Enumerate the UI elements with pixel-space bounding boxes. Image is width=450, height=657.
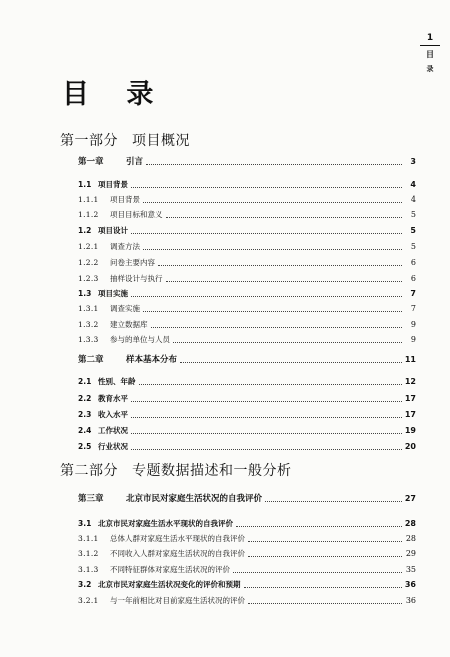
part-title: 项目概况 bbox=[132, 133, 190, 149]
leader-dots bbox=[143, 248, 402, 250]
toc-number: 2.2 bbox=[78, 394, 92, 403]
toc-page: 11 bbox=[404, 355, 416, 364]
toc-number: 1.2.2 bbox=[78, 258, 99, 267]
leader-dots bbox=[131, 400, 402, 402]
section-label-2: 录 bbox=[426, 65, 434, 73]
toc-title: 总体人群对家庭生活水平现状的自我评价 bbox=[110, 534, 245, 543]
toc-title: 项目背景 bbox=[110, 195, 140, 204]
part-label: 第二部分 bbox=[60, 463, 118, 479]
leader-dots bbox=[151, 326, 403, 328]
toc-title: 与一年前相比对目前家庭生活状况的评价 bbox=[110, 596, 245, 605]
toc-subsection[interactable] bbox=[78, 300, 416, 314]
toc-title: 不同特征群体对家庭生活状况的评价 bbox=[110, 565, 230, 574]
toc-subsection[interactable] bbox=[78, 592, 416, 606]
toc-number: 1.2.1 bbox=[78, 242, 99, 251]
toc-page: 29 bbox=[405, 549, 416, 558]
toc-subsection[interactable] bbox=[78, 545, 416, 559]
toc-title: 收入水平 bbox=[98, 410, 128, 419]
leader-dots bbox=[131, 448, 402, 450]
toc-title: 北京市民对家庭生活状况变化的评价和预期 bbox=[98, 580, 241, 589]
toc-section[interactable] bbox=[78, 576, 416, 590]
toc-chapter-3[interactable] bbox=[78, 490, 416, 504]
toc-title: 项目实施 bbox=[98, 289, 128, 298]
leader-dots bbox=[180, 361, 402, 363]
toc-number: 2.1 bbox=[78, 377, 92, 386]
toc-number: 3.1 bbox=[78, 519, 92, 528]
toc-page: 5 bbox=[410, 210, 416, 219]
toc-title: 不同收入人群对家庭生活状况的自我评价 bbox=[110, 549, 245, 558]
toc-number: 1.3.1 bbox=[78, 304, 99, 313]
toc-number: 1.3.2 bbox=[78, 320, 99, 329]
toc-subsection[interactable] bbox=[78, 270, 416, 284]
toc-page: 9 bbox=[410, 320, 416, 329]
toc-page: 19 bbox=[404, 426, 416, 435]
leader-dots bbox=[236, 525, 402, 527]
part-title: 专题数据描述和一般分析 bbox=[132, 463, 292, 479]
leader-dots bbox=[233, 571, 402, 573]
leader-dots bbox=[248, 540, 402, 542]
toc-page: 20 bbox=[404, 442, 416, 451]
toc-page: 7 bbox=[410, 289, 416, 298]
toc-title: 建立数据库 bbox=[110, 320, 148, 329]
leader-dots bbox=[265, 500, 402, 502]
toc-number: 1.2 bbox=[78, 226, 92, 235]
toc-subsection[interactable] bbox=[78, 331, 416, 345]
toc-section[interactable] bbox=[78, 422, 416, 436]
leader-dots bbox=[131, 295, 402, 297]
toc-title: 样本基本分布 bbox=[126, 355, 178, 365]
leader-dots bbox=[143, 310, 402, 312]
toc-number: 1.1.2 bbox=[78, 210, 99, 219]
page-title: 目 录 bbox=[62, 79, 168, 110]
toc-number: 2.4 bbox=[78, 426, 92, 435]
toc-section[interactable] bbox=[78, 285, 416, 299]
toc-number: 第一章 bbox=[78, 157, 104, 167]
leader-dots bbox=[248, 602, 402, 604]
toc-section[interactable] bbox=[78, 515, 416, 529]
section-label: 目 bbox=[426, 50, 434, 59]
toc-title: 引言 bbox=[126, 157, 144, 167]
toc-number: 第三章 bbox=[78, 494, 104, 504]
toc-page: 36 bbox=[404, 580, 416, 589]
leader-dots bbox=[158, 264, 402, 266]
toc-page: 35 bbox=[405, 565, 416, 574]
toc-page: 12 bbox=[404, 377, 416, 386]
toc-number: 3.1.2 bbox=[78, 549, 99, 558]
toc-section[interactable] bbox=[78, 176, 416, 190]
toc-title: 北京市民对家庭生活水平现状的自我评价 bbox=[98, 519, 233, 528]
toc-number: 3.1.1 bbox=[78, 534, 99, 543]
toc-page: 17 bbox=[404, 410, 416, 419]
toc-page: 6 bbox=[410, 274, 416, 283]
toc-title: 项目背景 bbox=[98, 180, 128, 189]
toc-number: 第二章 bbox=[78, 355, 104, 365]
toc-page: 7 bbox=[410, 304, 416, 313]
toc-title: 工作状况 bbox=[98, 426, 128, 435]
toc-section[interactable] bbox=[78, 438, 416, 452]
toc-page: 4 bbox=[410, 180, 416, 189]
toc-subsection[interactable] bbox=[78, 561, 416, 575]
toc-number: 1.2.3 bbox=[78, 274, 99, 283]
toc-number: 1.3 bbox=[78, 289, 92, 298]
toc-page: 28 bbox=[404, 519, 416, 528]
toc-section[interactable] bbox=[78, 390, 416, 404]
toc-number: 1.1 bbox=[78, 180, 92, 189]
leader-dots bbox=[131, 416, 402, 418]
toc-subsection[interactable] bbox=[78, 316, 416, 330]
toc-title: 参与的单位与人员 bbox=[110, 335, 170, 344]
part-heading-1 bbox=[60, 130, 190, 150]
part-heading-2 bbox=[60, 460, 292, 480]
toc-title: 行业状况 bbox=[98, 442, 128, 451]
toc-page: 9 bbox=[410, 335, 416, 344]
toc-page: 6 bbox=[410, 258, 416, 267]
toc-title: 北京市民对家庭生活状况的自我评价 bbox=[126, 494, 263, 504]
toc-page: 5 bbox=[410, 226, 416, 235]
toc-page: 3 bbox=[410, 157, 416, 166]
leader-dots bbox=[146, 163, 402, 165]
toc-page: 5 bbox=[410, 242, 416, 251]
page-number: 1 bbox=[420, 33, 440, 46]
toc-page: 36 bbox=[405, 596, 416, 605]
toc-number: 2.5 bbox=[78, 442, 92, 451]
leader-dots bbox=[248, 555, 402, 557]
toc-page: 28 bbox=[405, 534, 416, 543]
leader-dots bbox=[166, 280, 403, 282]
toc-title: 调查实施 bbox=[110, 304, 140, 313]
toc-subsection[interactable] bbox=[78, 254, 416, 268]
toc-title: 项目目标和意义 bbox=[110, 210, 163, 219]
part-label: 第一部分 bbox=[60, 133, 118, 149]
toc-number: 3.2 bbox=[78, 580, 92, 589]
page-corner-marker bbox=[420, 33, 440, 74]
toc-title: 性别、年龄 bbox=[98, 377, 136, 386]
toc-subsection[interactable] bbox=[78, 530, 416, 544]
toc-number: 3.1.3 bbox=[78, 565, 99, 574]
leader-dots bbox=[131, 186, 402, 188]
toc-chapter-2[interactable] bbox=[78, 351, 416, 365]
leader-dots bbox=[173, 341, 402, 343]
toc-title: 调查方法 bbox=[110, 242, 140, 251]
leader-dots bbox=[131, 432, 402, 434]
toc-page: 27 bbox=[404, 494, 416, 503]
toc-subsection[interactable] bbox=[78, 238, 416, 252]
leader-dots bbox=[244, 586, 403, 588]
toc-section[interactable] bbox=[78, 373, 416, 387]
toc-subsection[interactable] bbox=[78, 191, 416, 205]
leader-dots bbox=[139, 383, 403, 385]
toc-number: 3.2.1 bbox=[78, 596, 99, 605]
toc-number: 2.3 bbox=[78, 410, 92, 419]
toc-number: 1.1.1 bbox=[78, 195, 99, 204]
toc-page: 4 bbox=[410, 195, 416, 204]
leader-dots bbox=[143, 201, 402, 203]
toc-section[interactable] bbox=[78, 222, 416, 236]
toc-title: 项目设计 bbox=[98, 226, 128, 235]
leader-dots bbox=[131, 232, 402, 234]
toc-number: 1.3.3 bbox=[78, 335, 99, 344]
toc-chapter-1[interactable] bbox=[78, 153, 416, 167]
toc-page: 17 bbox=[404, 394, 416, 403]
toc-section[interactable] bbox=[78, 406, 416, 420]
toc-title: 教育水平 bbox=[98, 394, 128, 403]
toc-title: 问卷主要内容 bbox=[110, 258, 155, 267]
toc-subsection[interactable] bbox=[78, 206, 416, 220]
toc-title: 抽样设计与执行 bbox=[110, 274, 163, 283]
leader-dots bbox=[166, 216, 403, 218]
